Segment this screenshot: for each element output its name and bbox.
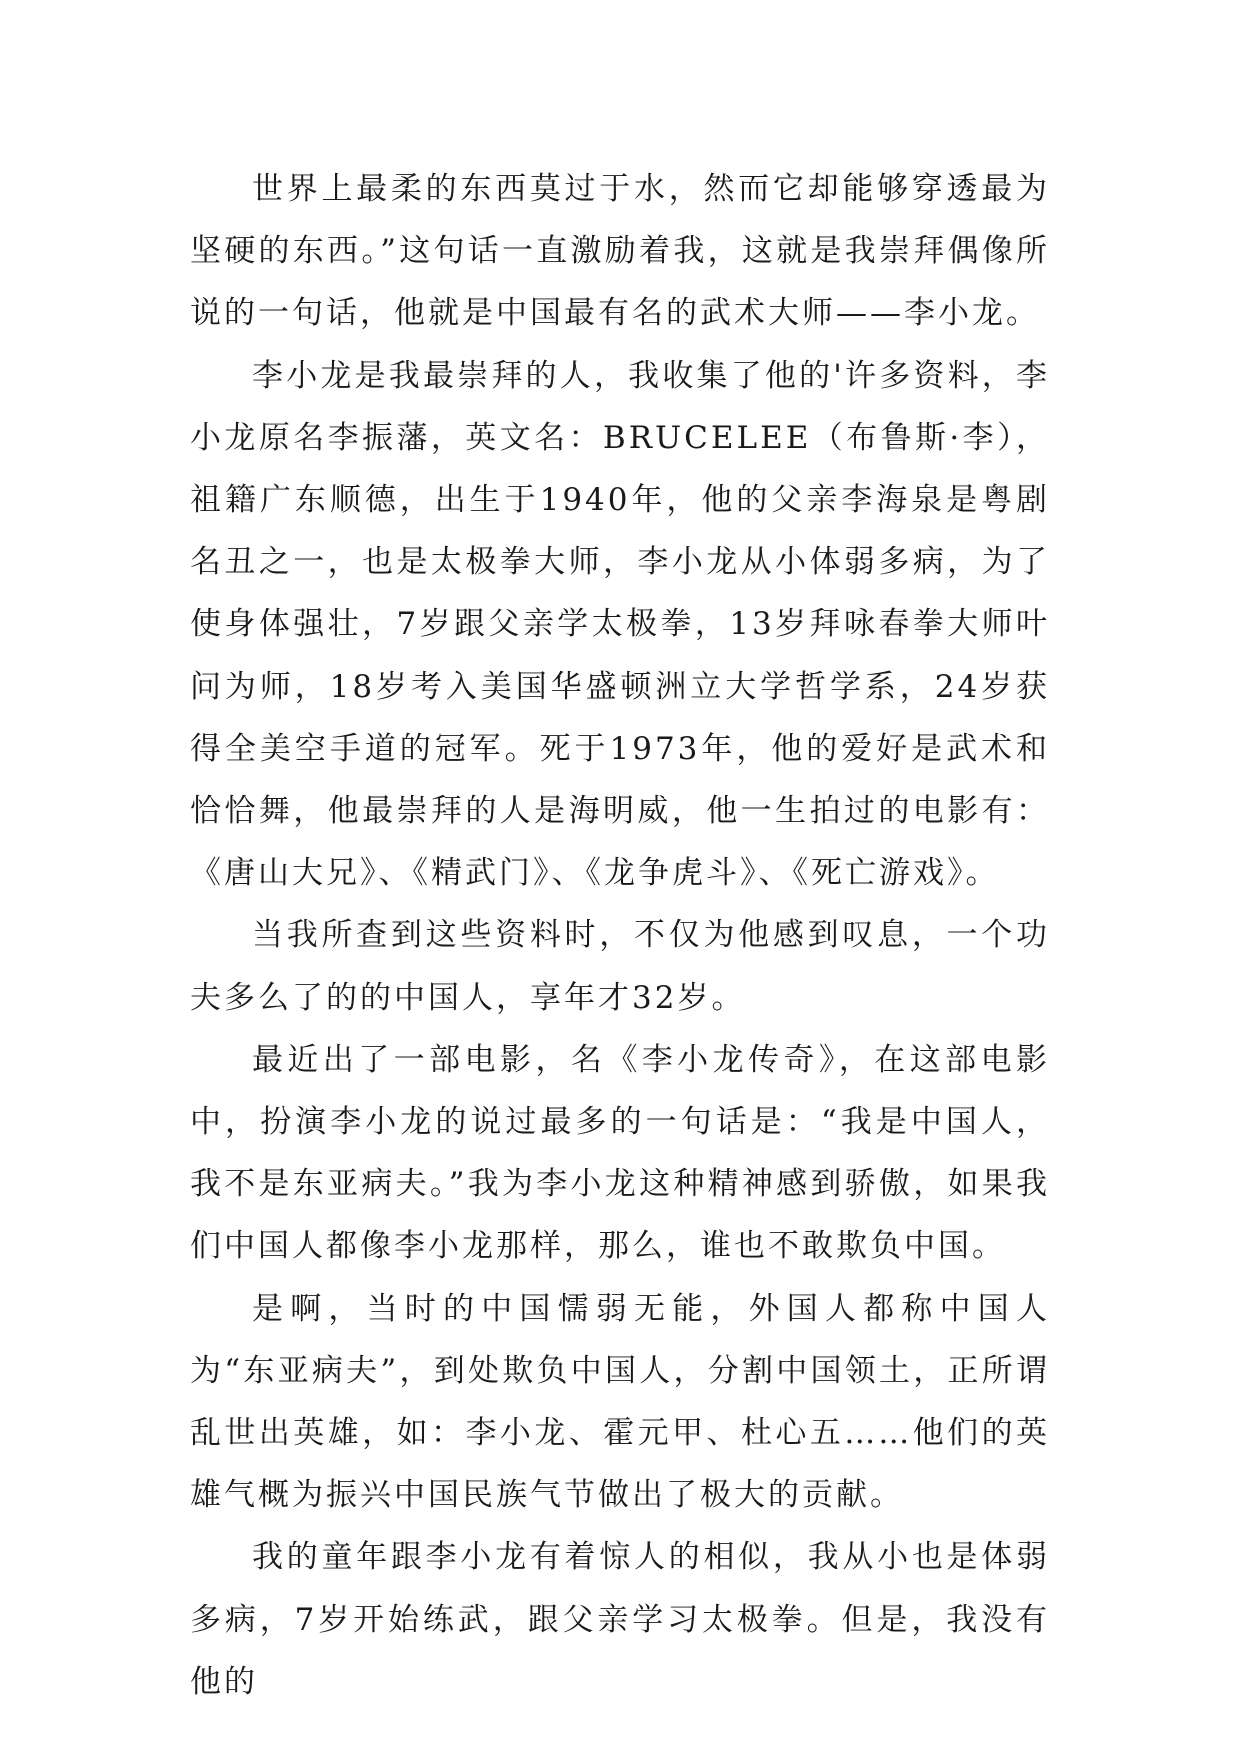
document-body [190,158,1050,1713]
paragraph: 李小龙是我最崇拜的人，我收集了他的'许多资料，李小龙原名李振藩，英文名：BRUCELEE（布鲁斯·李），祖籍广东顺德，出生于1940年，他的父亲李海泉是粤剧名丑之一，也是太极拳大师，李小龙从小体弱多病，为了使身体强壮，7岁跟父亲学太极拳，13岁拜咏春拳大师叶问为师，18岁考入美国华盛顿洲立大学哲学系，24岁获得全美空手道的冠军。死于1973年，他的爱好是武术和恰恰舞，他最崇拜的人是海明威，他一生拍过的电影有：《唐山大兄》、《精武门》、《龙争虎斗》、《死亡游戏》。 [190,357,1050,892]
paragraph: 我的童年跟李小龙有着惊人的相似，我从小也是体弱多病，7岁开始练武，跟父亲学习太极拳。但是，我没有他的 [190,1539,1050,1700]
paragraph: 当我所查到这些资料时，不仅为他感到叹息，一个功夫多么了的的中国人，享年才32岁。 [190,917,1050,1016]
paragraph: 世界上最柔的东西莫过于水，然而它却能够穿透最为坚硬的东西。”这句话一直激励着我，这就是我崇拜偶像所说的一句话，他就是中国最有名的武术大师——李小龙。 [190,171,1050,332]
paragraph: 是啊，当时的中国懦弱无能，外国人都称中国人为“东亚病夫”，到处欺负中国人，分割中国领土，正所谓乱世出英雄，如：李小龙、霍元甲、杜心五……他们的英雄气概为振兴中国民族气节做出了极大的贡献。 [190,1290,1050,1514]
paragraph: 最近出了一部电影，名《李小龙传奇》，在这部电影中，扮演李小龙的说过最多的一句话是：“我是中国人，我不是东亚病夫。”我为李小龙这种精神感到骄傲，如果我们中国人都像李小龙那样，那么，谁也不敢欺负中国。 [190,1041,1050,1265]
